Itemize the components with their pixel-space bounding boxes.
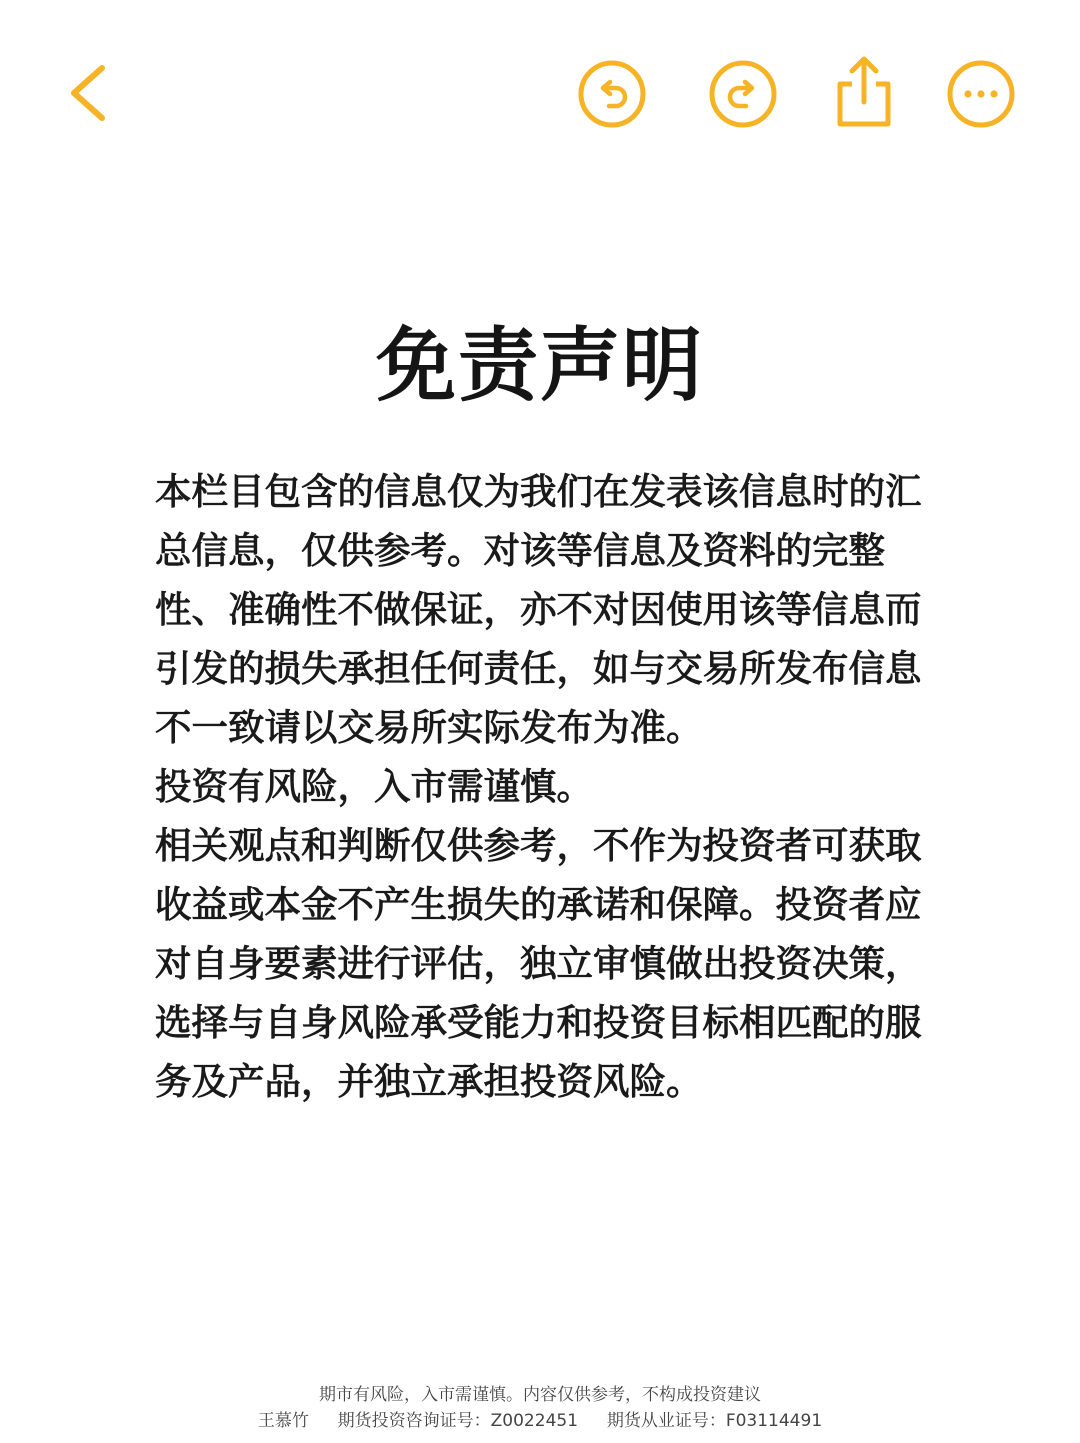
undo-icon <box>576 58 648 130</box>
share-button[interactable] <box>828 52 900 132</box>
footer-disclaimer <box>0 1382 1080 1434</box>
toolbar <box>0 0 1080 190</box>
footer-credentials <box>0 1408 1080 1434</box>
redo-button[interactable] <box>707 58 779 130</box>
body-paragraph: 本栏目包含的信息仅为我们在发表该信息时的汇总信息，仅供参考。对该等信息及资料的完整性、准确性不做保证，亦不对因使用该等信息而引发的损失承担任何责任，如与交易所发布信息不一致请以交易所实际发布为准。 <box>155 470 922 749</box>
consult-cert-number: 期货投资咨询证号：Z0022451 <box>337 1411 579 1431</box>
chevron-left-icon <box>58 58 118 128</box>
more-button[interactable] <box>945 58 1017 130</box>
body-paragraph: 相关观点和判断仅供参考，不作为投资者可获取收益或本金不产生损失的承诺和保障。投资者应对自身要素进行评估，独立审慎做出投资决策，选择与自身风险承受能力和投资目标相匹配的服务及产品，并独立承担投资风险。 <box>155 824 922 1103</box>
redo-icon <box>707 58 779 130</box>
share-icon <box>828 52 900 132</box>
footer-risk-notice: 期市有风险，入市需谨慎。内容仅供参考，不构成投资建议 <box>319 1385 761 1405</box>
undo-button[interactable] <box>576 58 648 130</box>
analyst-name: 王慕竹 <box>257 1411 309 1431</box>
note-title: 免责声明 <box>376 319 704 412</box>
back-button[interactable] <box>58 58 118 128</box>
body-paragraph: 投资有风险，入市需谨慎。 <box>155 765 593 808</box>
more-icon <box>945 58 1017 130</box>
practice-cert-number: 期货从业证号：F03114491 <box>606 1411 823 1431</box>
note-body[interactable] <box>155 462 927 1111</box>
